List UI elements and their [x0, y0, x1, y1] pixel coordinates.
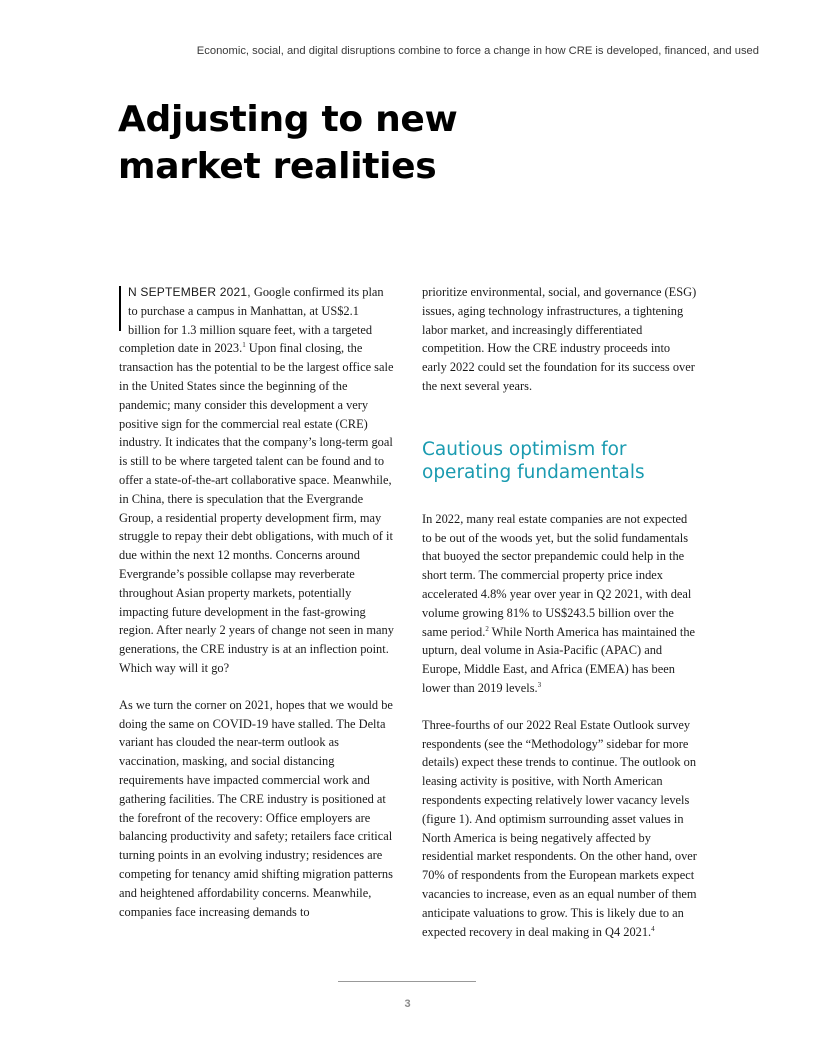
left-column — [119, 283, 394, 921]
survey-text: Three-fourths of our 2022 Real Estate Outlook survey respondents (see the “Methodology” sidebar for more details) expect these trends to continue. The outlook on leasing activity is positive, with North American respondents expecting relatively lower vacancy levels (figure 1). And optimism surrounding asset values in North America is being negatively affected by residential market respondents. On the other hand, over 70% of respondents from the European markets expect vacancies to increase, even as an equal number of them anticipate valuations to grow. This is likely due to an expected recovery in deal making in Q4 2021. — [422, 717, 697, 939]
fundamentals-text-a: In 2022, many real estate companies are not expected to be out of the woods yet, but the solid fundamentals that buoyed the sector prepandemic could help in the short term. The commercial property price index accelerated 4.8% year over year in Q2 2021, with deal volume growing 81% to US$243.5 billion over the same period. — [422, 511, 692, 639]
page-number: 3 — [404, 998, 411, 1010]
intro-paragraph — [119, 283, 394, 678]
footnote-ref-3[interactable]: 3 — [537, 680, 542, 689]
page-title-line-1: Adjusting to new — [118, 99, 458, 140]
drop-cap-bar — [119, 286, 121, 331]
section-heading: Cautious optimism for operating fundamentals — [422, 438, 645, 483]
intro-text-a: Google confirmed its plan to purchase a campus in Manhattan, at US$2.1 billion for 1.3 million square feet, with a targeted completion date in 2023. — [119, 285, 384, 356]
covid-paragraph: As we turn the corner on 2021, hopes that we would be doing the same on COVID-19 have stalled. The Delta variant has clouded the near-term outlook as vaccination, masking, and social distancing requirements have impacted commercial work and gathering facilities. The CRE industry is positioned at the forefront of the recovery: Office employers are balancing productivity and safety; retailers face critical turning points in an evolving industry; residences are competing for tenancy amid shifting migration patterns and heightened affordability concerns. Meanwhile, companies face increasing demands to — [119, 697, 393, 919]
esg-paragraph: prioritize environmental, social, and governance (ESG) issues, aging technology infrastructures, a tightening labor market, and increasingly differentiated competition. How the CRE industry proceeds into early 2022 could set the foundation for its success over the next several years. — [422, 285, 697, 393]
right-column — [422, 283, 697, 941]
footnote-ref-1[interactable]: 1 — [242, 341, 246, 350]
footnote-ref-4[interactable]: 4 — [651, 924, 655, 933]
survey-paragraph — [422, 716, 697, 942]
page-title-line-2: market realities — [118, 146, 437, 187]
intro-text-b: Upon final closing, the transaction has the potential to be the largest office sale in the United States since the beginning of the pandemic; many consider this development a very positive sign for the commercial real estate (CRE) industry. It indicates that the company’s long-term goal is still to be where targeted talent can be found and to offer a state-of-the-art collaborative space. Meanwhile, in China, there is speculation that the Evergrande Group, a residential property development firm, may struggle to repay their debt obligations, with much of it due within the next 12 months. Concerns around Evergrande’s possible collapse may reverberate throughout Asian property markets, potentially impacting future development in the fast-growing region. After nearly 2 years of change not seen in many generations, the CRE industry is at an inflection point. Which way will it go? — [119, 341, 394, 675]
fundamentals-paragraph — [422, 510, 697, 698]
footnote-ref-2[interactable]: 2 — [485, 624, 489, 633]
running-header: Economic, social, and digital disruptions combine to force a change in how CRE is developed, financed, and used — [196, 45, 759, 57]
footer-rule — [338, 981, 476, 982]
fundamentals-text-b: While North America has maintained the upturn, deal volume in Asia-Pacific (APAC) and Europe, Middle East, and Africa (EMEA) has been lower than 2019 levels. — [422, 624, 696, 695]
lead-in-caps: N SEPTEMBER 2021, — [128, 285, 251, 299]
page-title — [118, 96, 638, 190]
